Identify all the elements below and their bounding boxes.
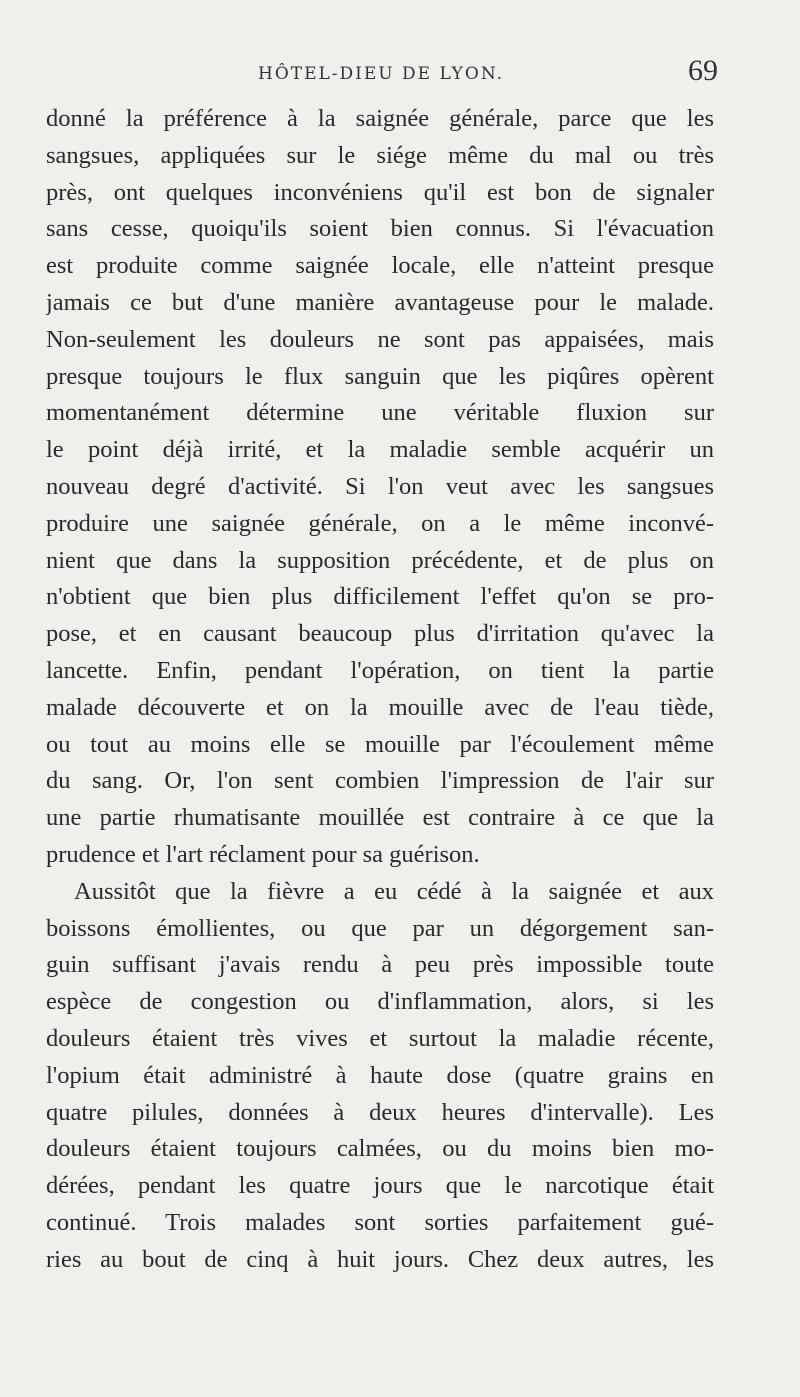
- text-line: sans cesse, quoiqu'ils soient bien connus. Si l'évacuation: [46, 215, 714, 243]
- text-line: ries au bout de cinq à huit jours. Chez deux autres, les: [46, 1245, 714, 1273]
- text-line: nient que dans la supposition précédente, et de plus on: [46, 546, 714, 574]
- text-line: ou tout au moins elle se mouille par l'écoulement même: [46, 730, 714, 758]
- text-line: le point déjà irrité, et la maladie semble acquérir un: [46, 436, 714, 464]
- text-line: n'obtient que bien plus difficilement l'effet qu'on se pro-: [46, 583, 714, 611]
- running-head: HÔTEL-DIEU DE LYON.: [258, 64, 505, 84]
- text-line: jamais ce but d'une manière avantageuse pour le malade.: [46, 288, 714, 316]
- text-line: lancette. Enfin, pendant l'opération, on tient la partie: [46, 656, 714, 684]
- paragraph-end-line: prudence et l'art réclament pour sa guérison.: [46, 840, 480, 868]
- text-line: est produite comme saignée locale, elle n'atteint presque: [46, 252, 714, 280]
- text-line: dérées, pendant les quatre jours que le narcotique était: [46, 1172, 714, 1200]
- body-text: [46, 101, 714, 1279]
- text-line: guin suffisant j'avais rendu à peu près impossible toute: [46, 951, 714, 979]
- text-line: sangsues, appliquées sur le siége même du mal ou très: [46, 141, 714, 169]
- text-line: presque toujours le flux sanguin que les piqûres opèrent: [46, 362, 714, 390]
- text-line: douleurs étaient toujours calmées, ou du moins bien mo-: [46, 1135, 714, 1163]
- text-line: une partie rhumatisante mouillée est contraire à ce que la: [46, 804, 714, 832]
- text-line: espèce de congestion ou d'inflammation, alors, si les: [46, 988, 714, 1016]
- text-line: du sang. Or, l'on sent combien l'impression de l'air sur: [46, 767, 714, 795]
- text-line: pose, et en causant beaucoup plus d'irritation qu'avec la: [46, 620, 714, 648]
- text-line: boissons émollientes, ou que par un dégorgement san-: [46, 914, 714, 942]
- text-line: momentanément détermine une véritable fluxion sur: [46, 399, 714, 427]
- text-line: produire une saignée générale, on a le même inconvé-: [46, 509, 714, 537]
- text-line: Non-seulement les douleurs ne sont pas appaisées, mais: [46, 325, 714, 353]
- text-line: quatre pilules, données à deux heures d'intervalle). Les: [46, 1098, 714, 1126]
- page-header: [46, 54, 718, 96]
- text-line: nouveau degré d'activité. Si l'on veut avec les sangsues: [46, 472, 714, 500]
- text-line: malade découverte et on la mouille avec de l'eau tiède,: [46, 693, 714, 721]
- text-line: l'opium était administré à haute dose (quatre grains en: [46, 1061, 714, 1089]
- text-line: continué. Trois malades sont sorties parfaitement gué-: [46, 1208, 714, 1236]
- text-line: près, ont quelques inconvéniens qu'il est bon de signaler: [46, 178, 714, 206]
- paragraph-start-line: Aussitôt que la fièvre a eu cédé à la saignée et aux: [74, 877, 714, 905]
- text-line: donné la préférence à la saignée générale, parce que les: [46, 105, 714, 132]
- text-line: douleurs étaient très vives et surtout la maladie récente,: [46, 1024, 714, 1052]
- page-number: 69: [688, 54, 718, 87]
